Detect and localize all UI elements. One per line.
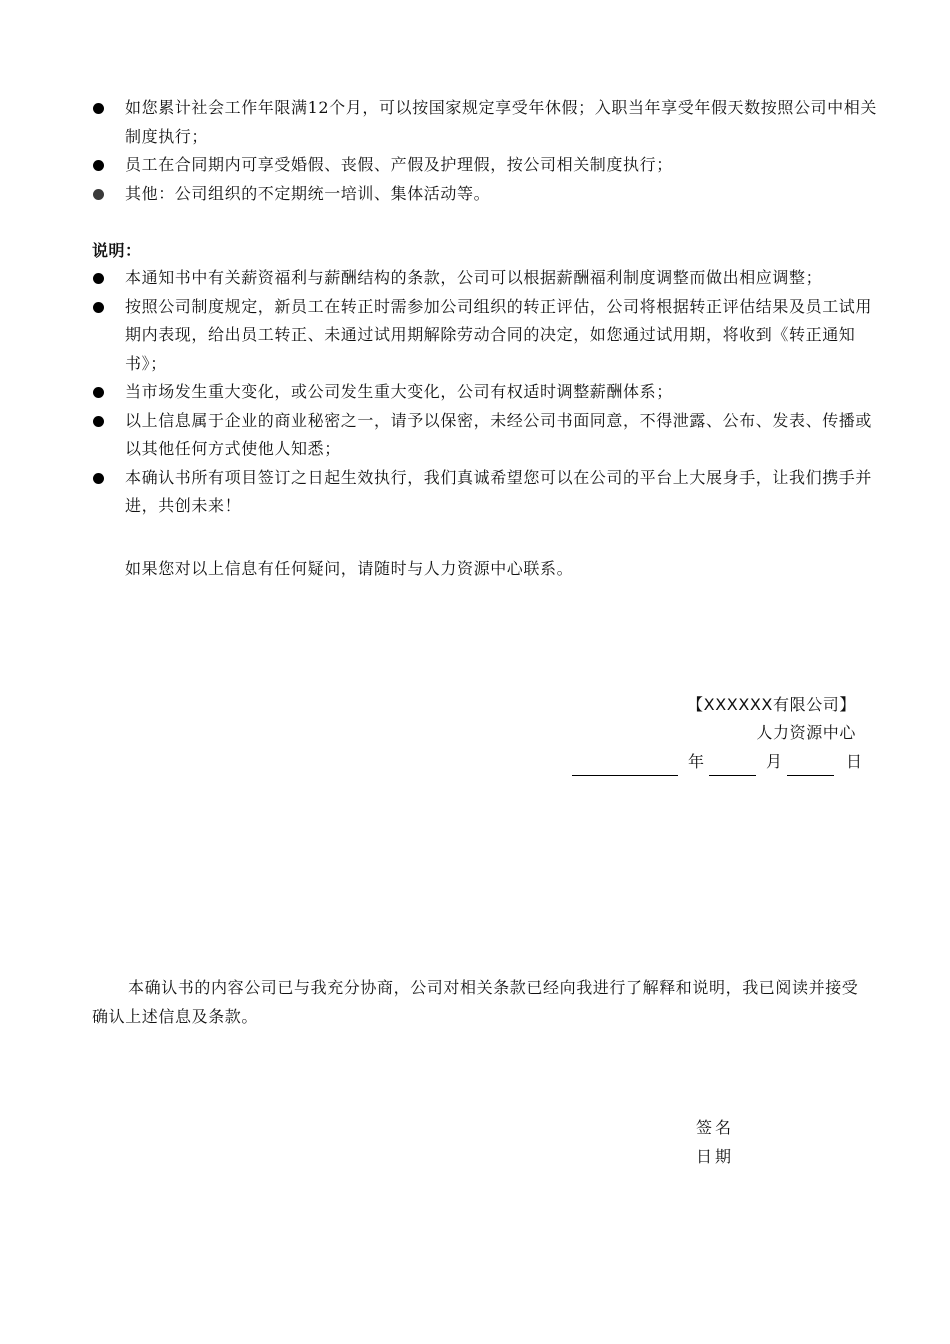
benefit-item-other	[92, 180, 882, 209]
benefit-item-annual-leave	[92, 94, 882, 151]
note-item	[92, 293, 882, 379]
note-text: 以上信息属于企业的商业秘密之一，请予以保密，未经公司书面同意，不得泄露、公布、发表、传播或以其他任何方式使他人知悉；	[125, 410, 873, 458]
note-text: 本通知书中有关薪资福利与薪酬结构的条款，公司可以根据薪酬福利制度调整而做出相应调整；	[125, 268, 823, 287]
bullet-icon	[93, 387, 104, 398]
bullet-icon	[93, 302, 104, 313]
bullet-icon	[93, 160, 104, 171]
benefit-text: 如您累计社会工作年限满12个月，可以按国家规定享受年休假；入职当年享受年假天数按照公司中相关制度执行；	[125, 98, 877, 146]
benefit-item-other-leave	[92, 151, 882, 180]
day-blank[interactable]	[787, 755, 834, 776]
bullet-icon	[93, 103, 104, 114]
day-label: 日	[846, 752, 863, 771]
year-blank[interactable]	[572, 755, 678, 776]
benefit-text: 其他：公司组织的不定期统一培训、集体活动等。	[125, 183, 491, 203]
signature-date-line	[572, 748, 862, 776]
company-signature-block	[687, 691, 856, 747]
company-name: 【XXXXXX有限公司】	[687, 695, 856, 714]
sign-label: 签名	[696, 1118, 735, 1137]
bullet-icon	[93, 189, 104, 200]
note-item	[92, 464, 882, 521]
bullet-icon	[93, 273, 104, 284]
month-blank[interactable]	[709, 755, 756, 776]
employee-sign-area	[696, 1113, 734, 1171]
department-name: 人力资源中心	[756, 723, 856, 742]
year-label: 年	[688, 752, 705, 771]
note-text: 当市场发生重大变化，或公司发生重大变化，公司有权适时调整薪酬体系；	[125, 382, 673, 401]
note-text: 按照公司制度规定，新员工在转正时需参加公司组织的转正评估，公司将根据转正评估结果及员工试用期内表现，给出员工转正、未通过试用期解除劳动合同的决定，如您通过试用期，将收到《转正通知书》；	[125, 296, 873, 373]
benefit-text: 员工在合同期内可享受婚假、丧假、产假及护理假，按公司相关制度执行；	[125, 155, 673, 174]
note-item	[92, 378, 882, 407]
benefits-list	[92, 94, 882, 208]
note-text: 本确认书所有项目签订之日起生效执行，我们真诚希望您可以在公司的平台上大展身手，让我们携手并进，共创未来！	[125, 467, 873, 515]
note-item	[92, 407, 882, 464]
date-label: 日期	[696, 1147, 735, 1166]
contact-line: 如果您对以上信息有任何疑问，请随时与人力资源中心联系。	[125, 559, 574, 578]
confirmation-paragraph: 本确认书的内容公司已与我充分协商，公司对相关条款已经向我进行了解释和说明，我已阅读并接受确认上述信息及条款。	[92, 978, 859, 1026]
bullet-icon	[93, 416, 104, 427]
notes-list	[92, 264, 882, 521]
bullet-icon	[93, 473, 104, 484]
note-item	[92, 264, 882, 293]
notes-heading: 说明：	[92, 241, 142, 260]
month-label: 月	[766, 752, 783, 771]
